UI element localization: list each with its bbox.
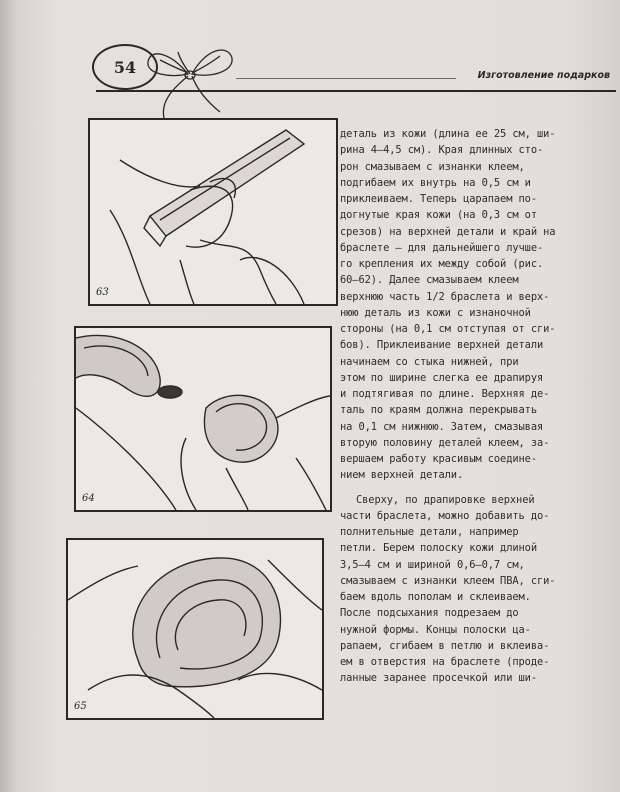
figure-63 [88, 118, 338, 306]
text-line: ем в отверстия на браслете (проде- [340, 656, 550, 668]
figure-label: 65 [74, 701, 87, 712]
paragraph-gap [340, 484, 588, 492]
text-line: браслете — для дальнейшего лучше- [340, 241, 544, 254]
text-line: рапаем, сгибаем в петлю и вклеива- [340, 639, 550, 652]
figure-65-illustration [68, 540, 322, 718]
text-line: догнутые края кожи (на 0,3 см от [340, 209, 537, 222]
text-line: петли. Берем полоску кожи длиной [340, 542, 537, 555]
figure-label: 63 [96, 287, 109, 298]
header-thin-rule [236, 78, 456, 79]
text-line: 60–62). Далее смазываем клеем [340, 274, 519, 287]
text-line: этом по ширине слегка ее драпируя [340, 371, 544, 384]
text-line: вторую половину деталей клеем, за- [340, 436, 550, 449]
text-line: и подтягивая по длине. Верхняя де- [340, 388, 550, 400]
figure-65 [66, 538, 324, 720]
text-line: начинаем со стыка нижней, при [340, 355, 519, 368]
text-line: деталь из кожи (длина ее 25 см, ши- [340, 128, 556, 140]
figure-64-illustration [76, 328, 330, 510]
body-text [340, 126, 588, 687]
text-line: срезов) на верхней детали и край на [340, 225, 556, 238]
page-number: 54 [113, 57, 137, 77]
text-line: смазываем с изнанки клеем ПВА, сги- [340, 574, 556, 587]
text-line: нужной формы. Концы полоски ца- [340, 623, 531, 636]
text-line: верхнюю часть 1/2 браслета и верх- [340, 290, 550, 303]
text-line: полнительные детали, например [340, 526, 519, 538]
text-line: После подсыхания подрезаем до [340, 607, 519, 620]
figure-label: 64 [82, 493, 95, 504]
text-line: Сверху, по драпировке верхней [356, 493, 535, 506]
text-line: рина 4–4,5 см). Края длинных сто- [340, 144, 544, 157]
ribbon-bow-icon [140, 38, 240, 122]
text-line: таль по краям должна перекрывать [340, 404, 537, 417]
text-line: бов). Приклеивание верхней детали [340, 339, 544, 352]
text-line: нием верхней детали. [340, 469, 464, 482]
text-line: ланные заранее просечкой или ши- [340, 672, 537, 685]
text-line: вершаем работу красивым соедине- [340, 453, 537, 465]
text-line: подгибаем их внутрь на 0,5 см и [340, 176, 531, 189]
text-line: приклеиваем. Теперь царапаем по- [340, 193, 537, 205]
text-line: го крепления их между собой (рис. [340, 258, 544, 270]
text-line: баем вдоль пополам и склеиваем. [340, 591, 531, 603]
text-line: нюю деталь из кожи с изнаночной [340, 306, 531, 319]
running-head: Изготовление подарков [477, 70, 610, 81]
text-line: стороны (на 0,1 см отступая от сги- [340, 323, 556, 335]
text-line: части браслета, можно добавить до- [340, 509, 550, 522]
text-line: на 0,1 см нижнюю. Затем, смазывая [340, 420, 544, 433]
header-rule [96, 90, 616, 92]
figure-64 [74, 326, 332, 512]
text-line: рон смазываем с изнанки клеем, [340, 160, 525, 173]
figure-63-illustration [90, 120, 336, 304]
text-line: 3,5–4 см и шириной 0,6–0,7 см, [340, 558, 525, 571]
